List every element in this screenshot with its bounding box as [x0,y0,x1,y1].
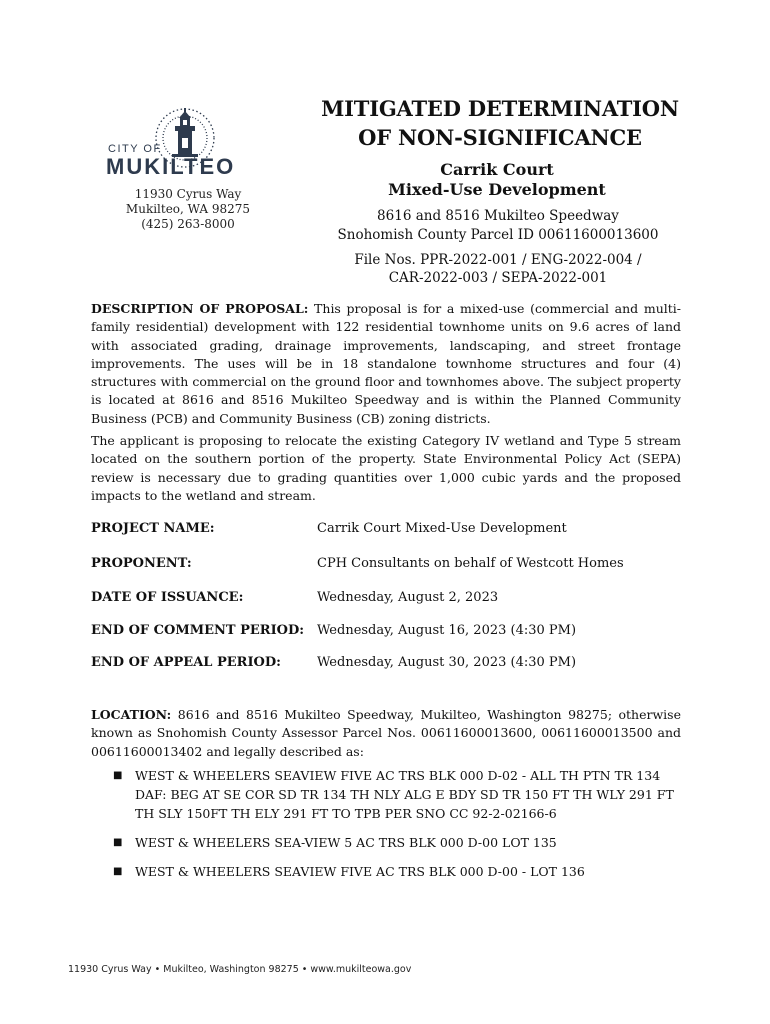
field-label: PROJECT NAME: [91,521,215,536]
location-paragraph [91,706,681,761]
page-footer: 11930 Cyrus Way • Mukilteo, Washington 98275 • www.mukilteowa.gov [68,964,412,975]
file-numbers [310,251,686,287]
project-line: Mixed-Use Development [388,180,606,199]
list-item [113,833,688,852]
logo-small-text: CITY OF [108,143,162,155]
list-item [113,862,688,881]
logo-big-text: MUKILTEO [106,154,236,178]
bullet-icon: ■ [113,837,123,848]
title-line: MITIGATED DETERMINATION [321,96,679,121]
address-line: Mukilteo, WA 98275 [125,202,251,216]
lighthouse-logo-icon [100,98,280,178]
field-date-of-issuance [91,590,691,608]
site-address-line: Snohomish County Parcel ID 00611600013600 [337,227,659,243]
field-value: Wednesday, August 2, 2023 [317,590,499,605]
field-project-name [91,521,691,539]
description-text: This proposal is for a mixed-use (commercial and multi-family residential) development with 122 residential townhome units on 9.6 acres of land with associated grading, drainage improvements, landscaping, and street frontage improvements. The uses will be in 18 standalone townhome structures and four (4) structures with commercial on the ground floor and townhomes above. The subject property is located at 8616 and 8516 Mukilteo Speedway and is within the Planned Community Business (PCB) and Community Business (CB) zoning districts. [91,301,681,426]
field-value: CPH Consultants on behalf of Westcott Homes [317,556,624,571]
legal-text: WEST & WHEELERS SEAVIEW FIVE AC TRS BLK 000 D-00 - LOT 136 [135,864,585,879]
relocation-paragraph: The applicant is proposing to relocate the existing Category IV wetland and Type 5 stream located on the southern portion of the property. State Environmental Policy Act (SEPA) review is necessary due to grading quantities over 1,000 cubic yards and the proposed impacts to the wetland and stream. [91,433,681,503]
city-logo [100,98,280,178]
legal-description-list [113,766,688,891]
file-line: CAR-2022-003 / SEPA-2022-001 [388,270,608,286]
location-label: LOCATION: [91,707,172,722]
field-label: END OF APPEAL PERIOD: [91,655,281,670]
project-heading [320,160,674,200]
list-item [113,766,688,823]
project-line: Carrik Court [440,160,554,179]
title-line: OF NON-SIGNIFICANCE [358,125,642,150]
location-text: 8616 and 8516 Mukilteo Speedway, Mukilteo, Washington 98275; otherwise known as Snohomish County Assessor Parcel Nos. 00611600013600, 00611600013500 and 00611600013402 and legally described as: [91,707,681,759]
address-line: (425) 263-8000 [141,217,235,231]
site-address-line: 8616 and 8516 Mukilteo Speedway [377,208,619,224]
bullet-icon: ■ [113,770,123,781]
field-label: DATE OF ISSUANCE: [91,590,244,605]
city-address [100,187,276,232]
legal-text: WEST & WHEELERS SEA-VIEW 5 AC TRS BLK 000 D-00 LOT 135 [135,835,557,850]
site-address [310,207,686,245]
document-title [300,94,700,152]
field-label: PROPONENT: [91,556,192,571]
field-proponent [91,556,691,574]
field-end-appeal [91,655,691,673]
field-label: END OF COMMENT PERIOD: [91,623,305,638]
field-end-comment [91,623,691,641]
bullet-icon: ■ [113,866,123,877]
field-value: Wednesday, August 30, 2023 (4:30 PM) [317,655,577,670]
description-label: DESCRIPTION OF PROPOSAL: [91,301,309,316]
address-line: 11930 Cyrus Way [134,187,242,201]
file-line: File Nos. PPR-2022-001 / ENG-2022-004 / [354,252,642,268]
description-paragraph [91,300,681,428]
field-value: Wednesday, August 16, 2023 (4:30 PM) [317,623,577,638]
field-value: Carrik Court Mixed-Use Development [317,521,567,536]
legal-text: WEST & WHEELERS SEAVIEW FIVE AC TRS BLK 000 D-02 - ALL TH PTN TR 134 DAF: BEG AT SE COR SD TR 134 TH NLY ALG E BDY SD TR 150 FT TH WLY 291 FT TH SLY 150FT TH ELY 291 FT TO TPB PER SNO CC 92-2-02166-6 [135,768,674,821]
